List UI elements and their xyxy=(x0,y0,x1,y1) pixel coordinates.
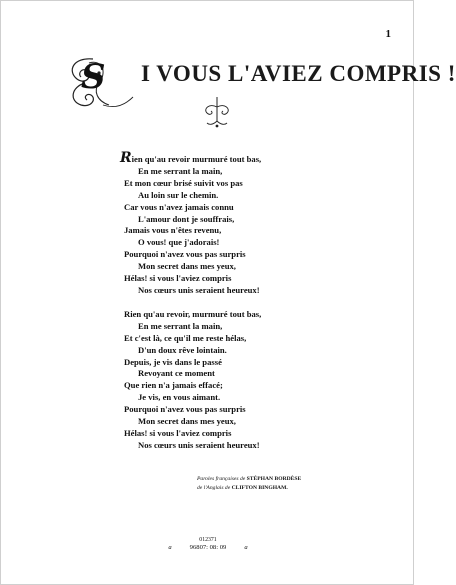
page-number: 1 xyxy=(385,28,391,40)
title-dropcap: S xyxy=(81,57,106,97)
verse-line: Nos cœurs unis seraient heureux! xyxy=(138,439,260,450)
stanza-1 xyxy=(120,150,344,297)
verse-line: Mon secret dans mes yeux, xyxy=(138,416,236,427)
verse-line: En me serrant la main, xyxy=(138,165,223,176)
verse-line: Hélas! si vous l'aviez compris xyxy=(124,273,232,284)
verse-line: Rien qu'au revoir murmuré tout bas, xyxy=(120,150,262,166)
catalog-number: 012371 xyxy=(199,537,217,543)
verse-line: Car vous n'avez jamais connu xyxy=(124,201,234,212)
stanza-2 xyxy=(124,309,344,452)
verse-line: Jamais vous n'êtes revenu, xyxy=(124,225,222,236)
plate-footer xyxy=(1,536,415,552)
verse-line: Nos cœurs unis seraient heureux! xyxy=(138,284,260,295)
verse-line: Rien qu'au revoir, murmuré tout bas, xyxy=(124,308,262,319)
verse-line: Pourquoi n'avez vous pas surpris xyxy=(124,404,246,415)
footer-left-mark: a xyxy=(168,544,172,551)
verse-line: O vous! que j'adorais! xyxy=(138,237,220,248)
verse-dropcap: R xyxy=(120,150,132,166)
verse-line: Hélas! si vous l'aviez compris xyxy=(124,427,232,438)
verse-line: Revoyant ce moment xyxy=(138,368,215,379)
verse-line: Et c'est là, ce qu'il me reste hélas, xyxy=(124,332,247,343)
verse-line: Que rien n'a jamais effacé; xyxy=(124,380,223,391)
credits xyxy=(197,475,357,493)
lyrics xyxy=(120,150,344,452)
footer-right-mark: a xyxy=(244,544,248,551)
verse-line: Je vis, en vous aimant. xyxy=(138,392,221,403)
credits-line-english: de l'Anglais de CLIFTON BINGHAM. xyxy=(197,485,288,491)
verse-line: L'amour dont je souffrais, xyxy=(138,213,235,224)
plate-number: 96807: 08: 09 xyxy=(189,544,227,551)
stanza-gap xyxy=(124,297,344,309)
center-ornament xyxy=(197,95,237,131)
credits-line-french: Paroles françaises de STÉPHAN BORDÈSE xyxy=(197,476,302,482)
verse-line: Et mon cœur brisé suivit vos pas xyxy=(124,177,243,188)
author-name: CLIFTON BINGHAM. xyxy=(231,485,288,491)
verse-line: Pourquoi n'avez vous pas surpris xyxy=(124,249,246,260)
verse-line: Au loin sur le chemin. xyxy=(138,189,219,200)
song-title: I VOUS L'AVIEZ COMPRIS ! xyxy=(141,61,456,86)
verse-line: Depuis, je vis dans le passé xyxy=(124,356,222,367)
verse-line: D'un doux rêve lointain. xyxy=(138,344,227,355)
verse-line: En me serrant la main, xyxy=(138,320,223,331)
verse-line: Mon secret dans mes yeux, xyxy=(138,261,236,272)
lyricist-name: STÉPHAN BORDÈSE xyxy=(246,476,302,482)
